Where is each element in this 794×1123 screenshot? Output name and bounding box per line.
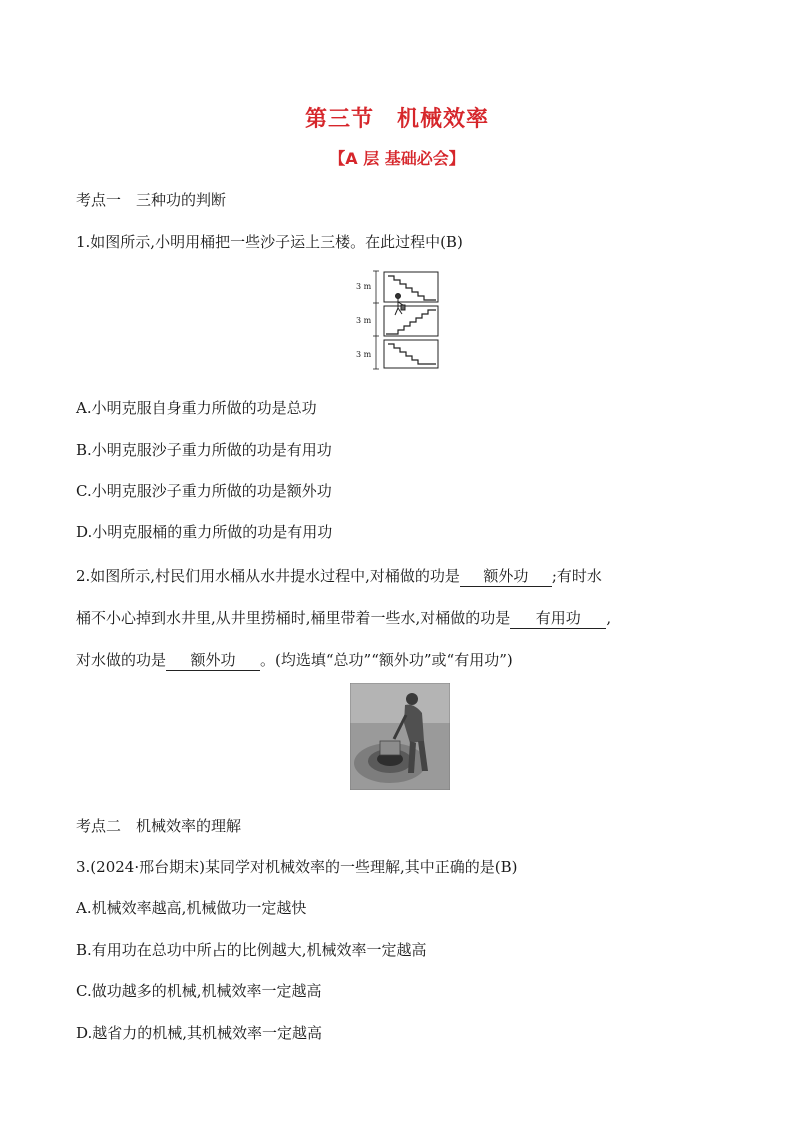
q2-text-2b: , — [606, 609, 612, 627]
q2-text-3b: 。(均选填“总功”“额外功”或“有用功”) — [260, 651, 513, 669]
page-title: 第三节 机械效率 — [304, 107, 489, 132]
question-2-line-1 — [76, 566, 602, 587]
q2-text-3a: 对水做的功是 — [76, 651, 167, 669]
q2-text-1b: ;有时水 — [551, 567, 602, 585]
q1-option-c: C.小明克服沙子重力所做的功是额外功 — [76, 482, 332, 500]
q1-option-a: A.小明克服自身重力所做的功是总功 — [76, 399, 317, 417]
well-photo — [350, 683, 450, 790]
q2-answer-blank-1: 额外功 — [460, 566, 552, 587]
q1-option-b: B.小明克服沙子重力所做的功是有用功 — [76, 441, 332, 459]
stairs-figure — [356, 270, 440, 370]
q2-answer-blank-2: 有用功 — [510, 608, 606, 629]
q2-text-1a: 2.如图所示,村民们用水桶从水井提水过程中,对桶做的功是 — [76, 567, 460, 585]
q3-option-b: B.有用功在总功中所占的比例越大,机械效率一定越高 — [76, 941, 427, 959]
section-heading-1: 考点一 三种功的判断 — [76, 191, 227, 209]
height-label-middle: 3 m — [356, 316, 372, 325]
q3-option-a: A.机械效率越高,机械做功一定越快 — [76, 899, 307, 917]
q1-option-d: D.小明克服桶的重力所做的功是有用功 — [76, 523, 333, 541]
level-subtitle: 【A 层 基础必会】 — [329, 149, 465, 168]
question-1-stem: 1.如图所示,小明用桶把一些沙子运上三楼。在此过程中(B) — [76, 233, 463, 251]
section-heading-2: 考点二 机械效率的理解 — [76, 817, 242, 835]
height-label-top: 3 m — [356, 282, 372, 291]
q3-option-c: C.做功越多的机械,机械效率一定越高 — [76, 982, 322, 1000]
q2-answer-blank-3: 额外功 — [166, 650, 260, 671]
q3-option-d: D.越省力的机械,其机械效率一定越高 — [76, 1024, 323, 1042]
question-2-line-2 — [76, 608, 611, 629]
height-label-bottom: 3 m — [356, 350, 372, 359]
q2-text-2a: 桶不小心掉到水井里,从井里捞桶时,桶里带着一些水,对桶做的功是 — [76, 609, 511, 627]
question-3-stem: 3.(2024·邢台期末)某同学对机械效率的一些理解,其中正确的是(B) — [76, 858, 518, 876]
question-2-line-3 — [76, 650, 513, 671]
